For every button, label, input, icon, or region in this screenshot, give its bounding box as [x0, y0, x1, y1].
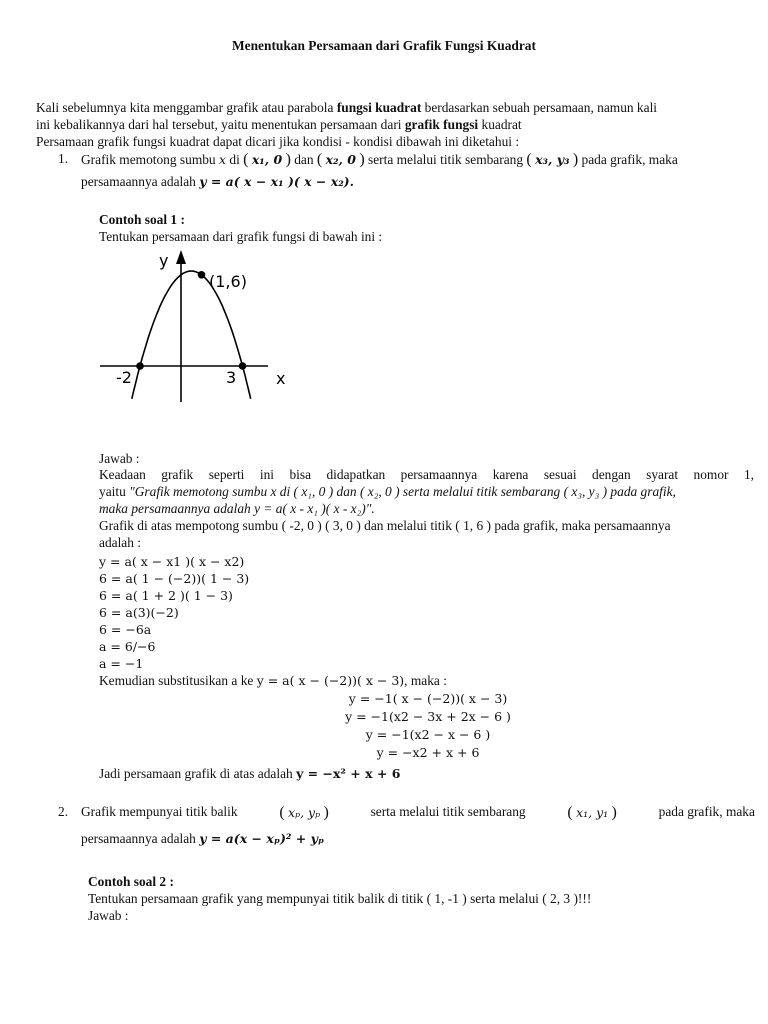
step-3: 6 = a(3)(−2) [99, 605, 179, 620]
substitution-line: Kemudian substitusikan a ke y = a( x − (−2))( x − 3), maka : [99, 673, 447, 688]
y-axis-arrow [176, 250, 186, 264]
item-2-line-1: Grafik mempunyai titik balik ( xₚ, yₚ ) serta melalui titik sembarang ( x₁, y₁ ) pada grafik, maka [81, 804, 755, 821]
root-label-left: -2 [116, 368, 132, 387]
point-1-6 [198, 271, 206, 279]
step-5: a = 6/−6 [99, 639, 156, 654]
example-2-heading: Contoh soal 2 : [88, 874, 174, 889]
answer-1-para-1-line-1: Keadaan grafik seperti ini bisa didapatkan persamaannya karena sesuai dengan syarat nomor 1, [99, 467, 754, 482]
root-point-right [239, 362, 247, 370]
centered-step-1: y = −1(x2 − 3x + 2x − 6 ) [345, 709, 511, 724]
answer-1-para-2-line-2: adalah : [99, 535, 142, 550]
example-2-prompt: Tentukan persamaan grafik yang mempunyai titik balik di titik ( 1, -1 ) serta melalui ( 2, 3 )!!! [88, 891, 592, 906]
intro-line-1: Kali sebelumnya kita menggambar grafik atau parabola fungsi kuadrat berdasarkan sebuah persamaan, namun kali [36, 100, 658, 115]
centered-step-2: y = −1(x2 − x − 6 ) [365, 727, 491, 742]
page-title: Menentukan Persamaan dari Grafik Fungsi Kuadrat [232, 38, 536, 53]
final-answer-1: Jadi persamaan grafik di atas adalah y = −x² + x + 6 [99, 766, 401, 781]
item-2-formula: y = a(x − xₚ)² + yₚ [199, 831, 325, 846]
item-1-line-1: Grafik memotong sumbu x di ( x₁, 0 ) dan ( x₂, 0 ) serta melalui titik sembarang ( x₃, y₃ ) pada grafik, maka [81, 151, 678, 168]
centered-step-3: y = −x2 + x + 6 [376, 745, 480, 760]
item-2-line-2: persamaannya adalah y = a(x − xₚ)² + yₚ [81, 831, 325, 846]
answer-1-para-2-line-1: Grafik di atas mempotong sumbu ( -2, 0 ) ( 3, 0 ) dan melalui titik ( 1, 6 ) pada grafik, maka persamaannya [99, 518, 671, 533]
example-1-prompt: Tentukan persamaan dari grafik fungsi di bawah ini : [99, 229, 383, 244]
step-0: y = a( x − x1 )( x − x2) [99, 554, 245, 569]
intro-line-3: Persamaan grafik fungsi kuadrat dapat dicari jika kondisi - kondisi dibawah ini diketahui : [36, 134, 520, 149]
point-label: (1,6) [209, 272, 247, 291]
answer-1-label: Jawab : [99, 451, 140, 466]
root-point-left [136, 362, 144, 370]
example-1-heading: Contoh soal 1 : [99, 212, 185, 227]
step-4: 6 = −6a [99, 622, 152, 637]
step-2: 6 = a( 1 + 2 )( 1 − 3) [99, 588, 233, 603]
y-axis-label: y [159, 251, 169, 270]
answer-1-para-1-line-2: yaitu "Grafik memotong sumbu x di ( x₁, 0 ) dan ( x₂, 0 ) serta melalui titik sembarang ( x₃, y₃ ) pada grafik, [99, 484, 676, 499]
parabola-graph [100, 242, 310, 412]
step-1: 6 = a( 1 − (−2))( 1 − 3) [99, 571, 250, 586]
step-6: a = −1 [99, 656, 144, 671]
centered-step-0: y = −1( x − (−2))( x − 3) [348, 691, 508, 706]
item-1-formula: y = a( x − x₁ )( x − x₂). [199, 174, 354, 189]
x-axis-label: x [276, 369, 286, 388]
item-2-number: 2. [58, 804, 69, 819]
answer-1-para-1-line-3: maka persamaannya adalah y = a( x - x₁ )( x - x₂)". [99, 501, 375, 516]
item-1-number: 1. [58, 151, 69, 166]
answer-2-label: Jawab : [88, 908, 129, 923]
intro-line-2: ini kebalikannya dari hal tersebut, yaitu menentukan persamaan dari grafik fungsi kuadrat [36, 117, 522, 132]
item-1-line-2: persamaannya adalah y = a( x − x₁ )( x − x₂). [81, 174, 354, 189]
root-label-right: 3 [226, 368, 237, 387]
